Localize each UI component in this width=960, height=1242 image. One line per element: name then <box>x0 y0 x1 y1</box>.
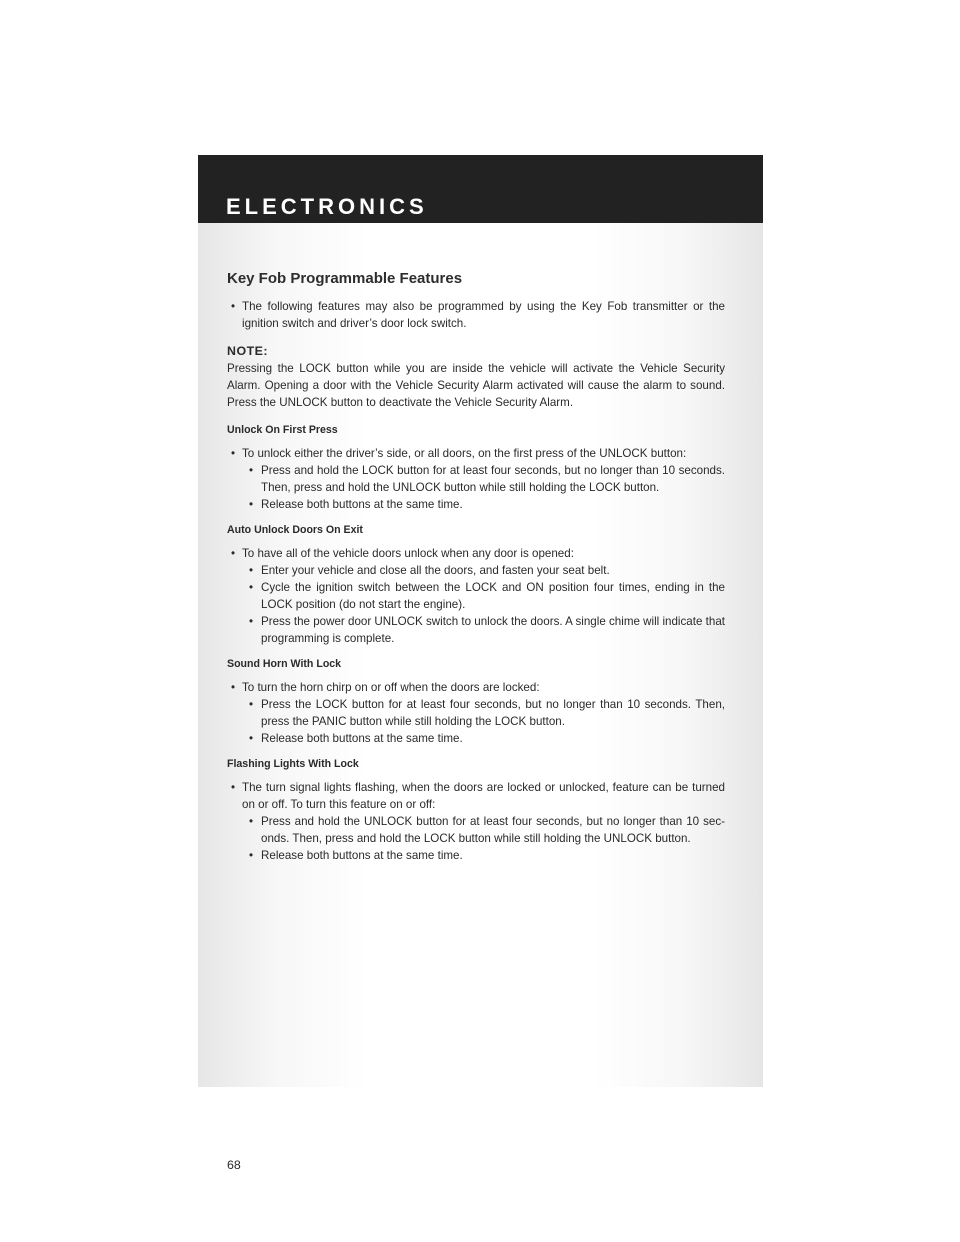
intro-bullet: • The following features may also be programmed by using the Key Fob transmitter or the ignition switch and driver’s door lock switch. <box>227 298 725 332</box>
auto-unlock-heading: Auto Unlock Doors On Exit <box>227 524 363 536</box>
sound-horn-step: • Press the LOCK button for at least four seconds, but no longer than 10 seconds. Then, press the PANIC button while still holding the LOCK button. <box>227 696 725 730</box>
unlock-first-press-bullet: • To unlock either the driver’s side, or all doors, on the first press of the UNLOCK button: <box>227 445 725 462</box>
sound-horn-step: • Release both buttons at the same time. <box>227 730 725 747</box>
section-title: Key Fob Programmable Features <box>227 270 463 287</box>
auto-unlock-step: • Enter your vehicle and close all the doors, and fasten your seat belt. <box>227 562 725 579</box>
flashing-lights-heading: Flashing Lights With Lock <box>227 758 359 770</box>
unlock-first-press-step: • Release both buttons at the same time. <box>227 496 725 513</box>
auto-unlock-step: • Cycle the ignition switch between the LOCK and ON position four times, ending in the LOCK position (do not start the engine). <box>227 579 725 613</box>
sound-horn-heading: Sound Horn With Lock <box>227 658 342 670</box>
sound-horn-bullet: • To turn the horn chirp on or off when the doors are locked: <box>227 679 725 696</box>
unlock-first-press-step: • Press and hold the LOCK button for at least four seconds, but no longer than 10 seconds. Then, press and hold the UNLOCK button while still holding the LOCK button. <box>227 462 725 496</box>
auto-unlock-step: • Press the power door UNLOCK switch to unlock the doors. A single chime will indicate that programming is complete. <box>227 613 725 647</box>
page-number: 68 <box>227 1158 241 1172</box>
manual-page <box>198 155 763 1172</box>
chapter-title: ELECTRONICS <box>226 194 428 219</box>
chapter-header-bar <box>198 155 763 223</box>
unlock-first-press-heading: Unlock On First Press <box>227 424 338 436</box>
auto-unlock-bullet: • To have all of the vehicle doors unlock when any door is opened: <box>227 545 725 562</box>
flashing-lights-bullet: • The turn signal lights flashing, when the doors are locked or unlocked, feature can be turned on or off. To turn this feature on or off: <box>227 779 725 813</box>
page-content <box>227 269 725 1172</box>
note-label: NOTE: <box>227 344 269 358</box>
note-text: Pressing the LOCK button while you are inside the vehicle will activate the Vehicle Security Alarm. Opening a door with the Vehicle Security Alarm activated will cause the alarm to sound. Press the UNLOCK button to deactivate the Vehicle Security Alarm. <box>227 362 725 409</box>
flashing-lights-step: • Release both buttons at the same time. <box>227 847 725 864</box>
flashing-lights-step: • Press and hold the UNLOCK button for at least four seconds, but no longer than 10 sec- onds. Then, press and hold the LOCK button while still holding the UNLOCK button. <box>227 813 725 847</box>
